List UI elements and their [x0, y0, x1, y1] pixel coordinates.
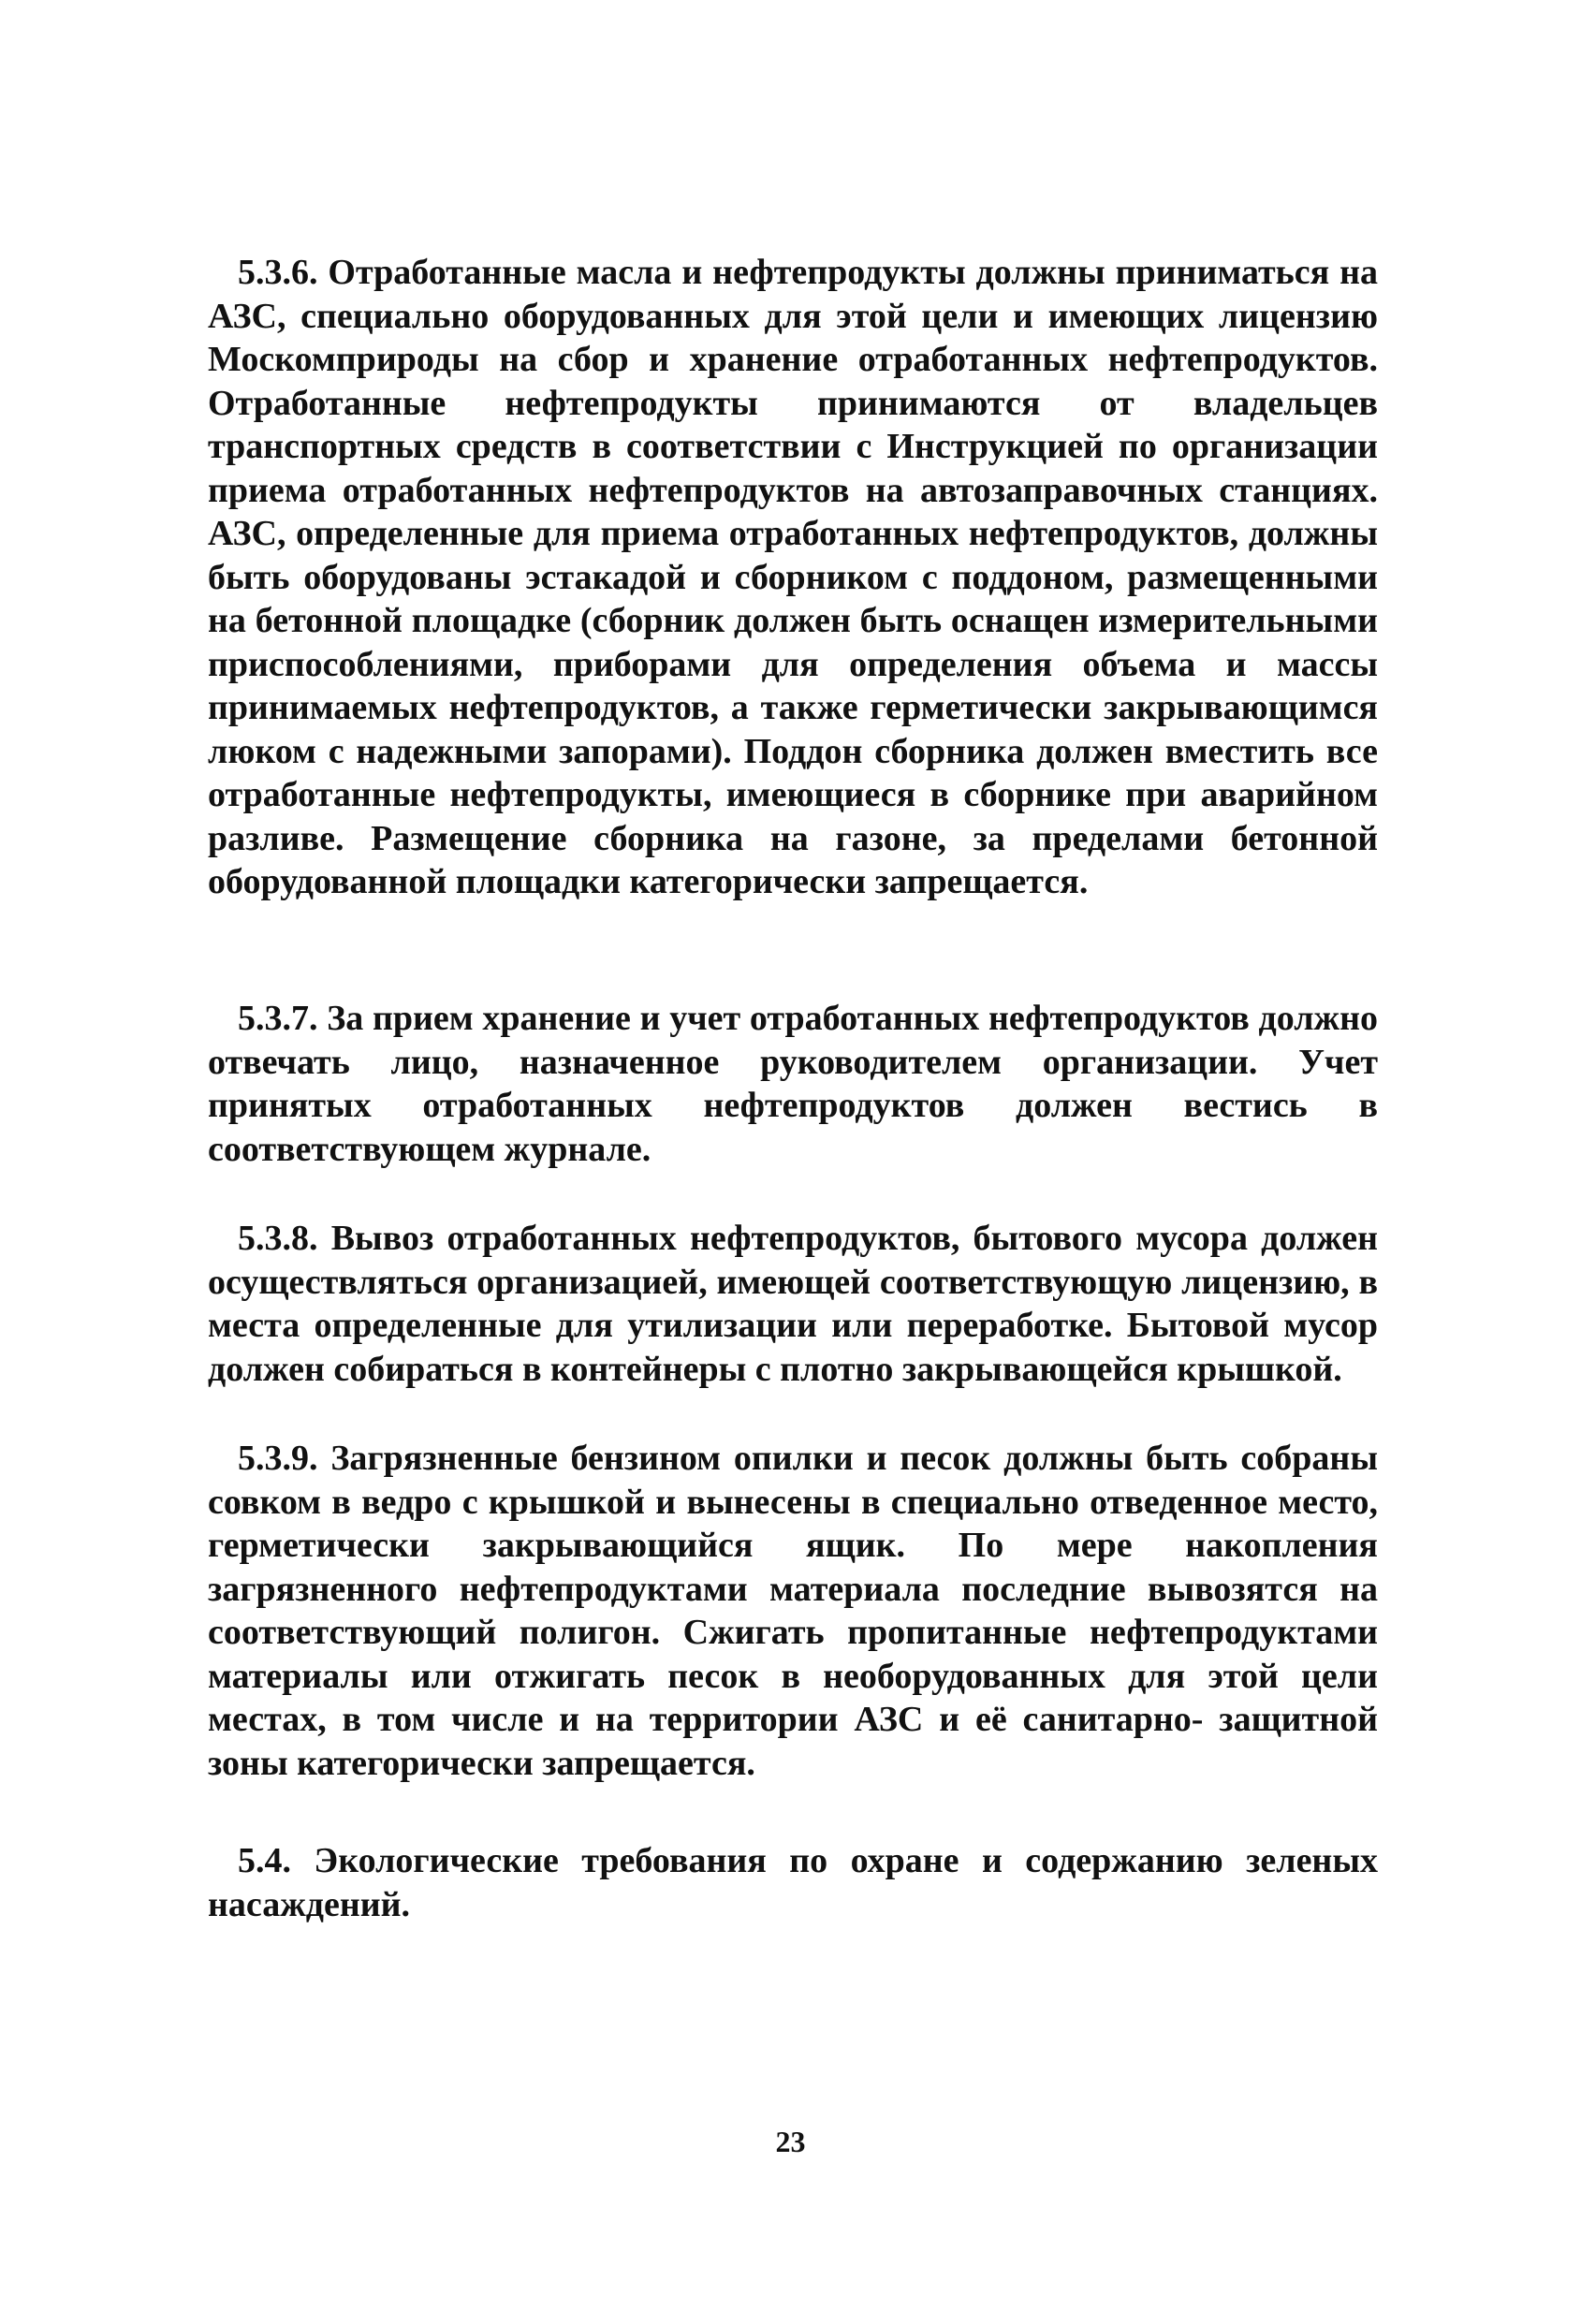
page-number: 23 — [775, 2125, 806, 2158]
paragraph-5-3-7 — [208, 997, 1378, 1171]
paragraph-5-3-9-text: 5.3.9. Загрязненные бензином опилки и песок должны быть собраны совком в ведро с крышкой и вынесены в специально отведенное место, герметически закрывающийся ящик. По мере накопления загрязненного нефтепродуктами материала последние вывозятся на соответствующий полигон. Сжигать пропитанные нефтепродуктами материалы или отжигать песок в необорудованных для этой цели местах, в том числе и на территории АЗС и её санитарно- защитной зоны категорически запрещается. — [208, 1439, 1378, 1783]
section-heading-5-4-text: 5.4. Экологические требования по охране и содержанию зеленых насаждений. — [208, 1841, 1378, 1924]
paragraph-5-3-8 — [208, 1217, 1378, 1391]
section-heading-5-4 — [208, 1839, 1378, 1926]
paragraph-5-3-9 — [208, 1437, 1378, 1785]
paragraph-5-3-7-text: 5.3.7. За прием хранение и учет отработанных нефтепродуктов должно отвечать лицо, назначенное руководителем организации. Учет принятых отработанных нефтепродуктов должен вестись в соответствующем журнале. — [208, 999, 1378, 1169]
paragraph-5-3-8-text: 5.3.8. Вывоз отработанных нефтепродуктов, бытового мусора должен осуществляться организацией, имеющей соответствующую лицензию, в места определенные для утилизации или переработке. Бытовой мусор должен собираться в контейнеры с плотно закрывающейся крышкой. — [208, 1219, 1378, 1389]
paragraph-5-3-6 — [208, 251, 1378, 904]
paragraph-5-3-6-text: 5.3.6. Отработанные масла и нефтепродукты должны приниматься на АЗС, специально оборудованных для этой цели и имеющих лицензию Москомприроды на сбор и хранение отработанных нефтепродуктов. Отработанные нефтепродукты принимаются от владельцев транспортных средств в соответствии с Инструкцией по организации приема отработанных нефтепродуктов на автозаправочных станциях. АЗС, определенные для приема отработанных нефтепродуктов, должны быть оборудованы эстакадой и сборником с поддоном, размещенными на бетонной площадке (сборник должен быть оснащен измерительными приспособлениями, приборами для определения объема и массы принимаемых нефтепродуктов, а также герметически закрывающимся люком с надежными запорами). Поддон сборника должен вместить все отработанные нефтепродукты, имеющиеся в сборнике при аварийном разливе. Размещение сборника на газоне, за пределами бетонной оборудованной площадки категорически запрещается. — [208, 253, 1378, 901]
